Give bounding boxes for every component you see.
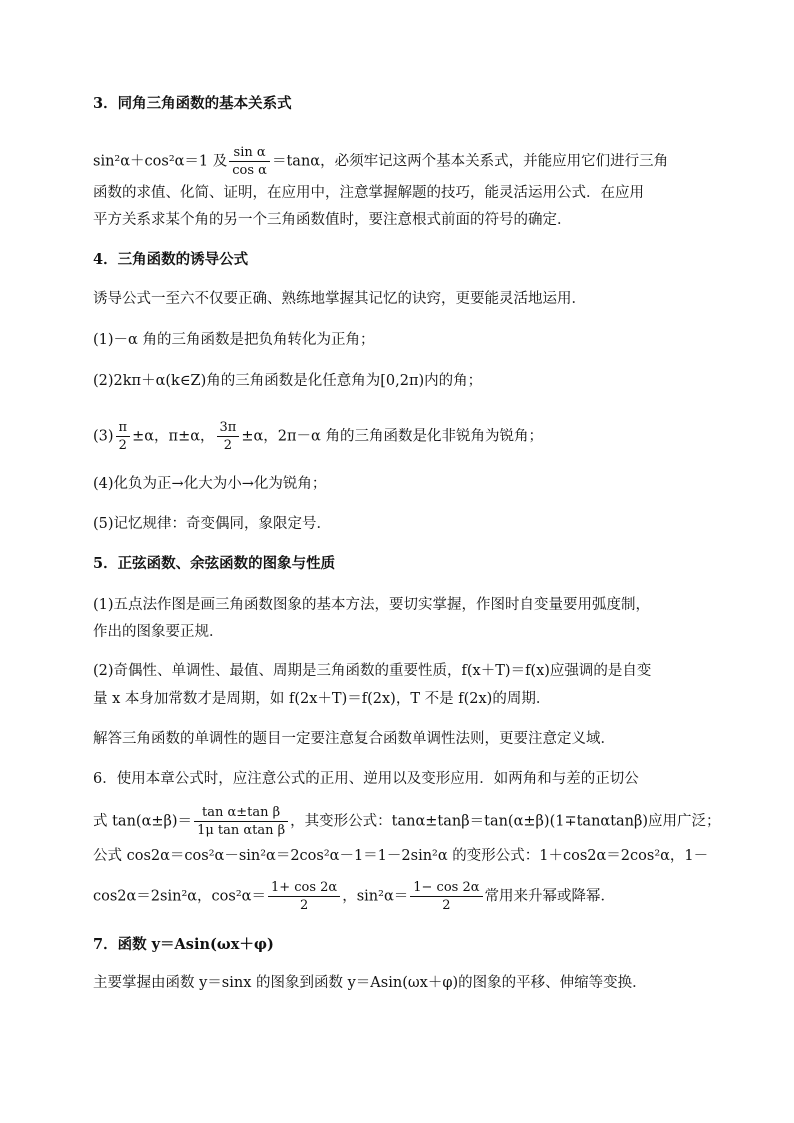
text-span: 式 tan(α±β)＝ — [93, 813, 193, 830]
section-6-line-3: 公式 cos2α＝cos²α－sin²α＝2cos²α－1＝1－2sin²α 的变形公式：1＋cos2α＝2cos²α，1－ — [93, 848, 709, 864]
text-span: sin²α＋cos²α＝1 及 — [93, 153, 228, 170]
fraction — [217, 420, 240, 453]
fraction-denominator: 2 — [299, 898, 309, 913]
section-5-para-1-line-2: 作出的图象要正规． — [93, 624, 224, 640]
section-5-para-2-line-1: (2)奇偶性、单调性、最值、周期是三角函数的重要性质，f(x＋T)＝f(x)应强调的是自变 — [93, 663, 652, 679]
section-5-para-1-line-1: (1)五点法作图是画三角函数图象的基本方法，要切实掌握，作图时自变量要用弧度制， — [93, 597, 651, 613]
section-6-line-1: 6．使用本章公式时，应注意公式的正用、逆用以及变形应用．如两角和与差的正切公 — [93, 771, 639, 787]
fraction-numerator: tan α±tan β — [194, 805, 288, 822]
section-5-para-3: 解答三角函数的单调性的题目一定要注意复合函数单调性法则，更要注意定义域． — [93, 731, 615, 747]
fraction — [116, 420, 131, 453]
section-7-heading: 7．函数 y＝Asin(ωx＋φ) — [93, 936, 274, 953]
fraction-numerator: sin α — [229, 145, 270, 162]
fraction — [194, 805, 288, 838]
text-span: 常用来升幂或降幂． — [484, 888, 616, 905]
section-4-item-5: (5)记忆规律：奇变偶同，象限定号． — [93, 516, 332, 532]
fraction-denominator: cos α — [232, 163, 267, 178]
text-span: ＝tanα，必须牢记这两个基本关系式，并能应用它们进行三角 — [271, 153, 669, 170]
fraction — [410, 880, 482, 913]
section-4-item-4: (4)化负为正→化大为小→化为锐角； — [93, 476, 327, 492]
fraction-numerator: 1+ cos 2α — [268, 880, 340, 897]
section-4-item-1: (1)－α 角的三角函数是把负角转化为正角； — [93, 332, 375, 348]
section-4-intro: 诱导公式一至六不仅要正确、熟练地掌握其记忆的诀窍，更要能灵活地运用． — [93, 291, 586, 307]
section-4-item-3 — [93, 420, 713, 453]
fraction-denominator: 1μ tan αtan β — [197, 823, 286, 838]
section-5-heading: 5．正弦函数、余弦函数的图象与性质 — [93, 555, 336, 572]
fraction-numerator: 3π — [217, 420, 240, 437]
fraction-denominator: 2 — [442, 898, 451, 913]
section-3-heading: 3．同角三角函数的基本关系式 — [93, 95, 292, 112]
fraction-numerator: 1− cos 2α — [410, 880, 482, 897]
text-span: (3) — [93, 428, 114, 445]
fraction — [229, 145, 270, 178]
fraction-denominator: 2 — [223, 438, 233, 453]
section-7-para: 主要掌握由函数 y＝sinx 的图象到函数 y＝Asin(ωx＋φ)的图象的平移、伸缩等变换． — [93, 975, 647, 991]
section-3-line-1 — [93, 145, 713, 178]
fraction — [268, 880, 340, 913]
section-3-line-2: 函数的求值、化简、证明，在应用中，注意掌握解题的技巧，能灵活运用公式．在应用 — [93, 185, 644, 201]
section-5-para-2-line-2: 量 x 本身加常数才是周期，如 f(2x＋T)＝f(2x)，T 不是 f(2x)的周期． — [93, 691, 551, 707]
fraction-numerator: π — [116, 420, 131, 437]
section-6-line-2 — [93, 805, 721, 838]
section-6-line-4 — [93, 880, 713, 913]
text-span: ±α，π±α， — [132, 428, 215, 445]
text-span: cos2α＝2sin²α，cos²α＝ — [93, 888, 266, 905]
text-span: ，sin²α＝ — [342, 888, 409, 905]
section-4-item-2: (2)2kπ＋α(k∈Z)角的三角函数是化任意角为[0,2π)内的角； — [93, 373, 483, 389]
section-4-heading: 4．三角函数的诱导公式 — [93, 251, 249, 268]
section-3-line-3: 平方关系求某个角的另一个三角函数值时，要注意根式前面的符号的确定． — [93, 212, 572, 228]
text-span: ±α，2π－α 角的三角函数是化非锐角为锐角； — [241, 428, 543, 445]
text-span: ，其变形公式：tanα±tanβ＝tan(α±β)(1∓tanαtanβ)应用广泛； — [290, 813, 721, 830]
fraction-denominator: 2 — [118, 438, 127, 453]
